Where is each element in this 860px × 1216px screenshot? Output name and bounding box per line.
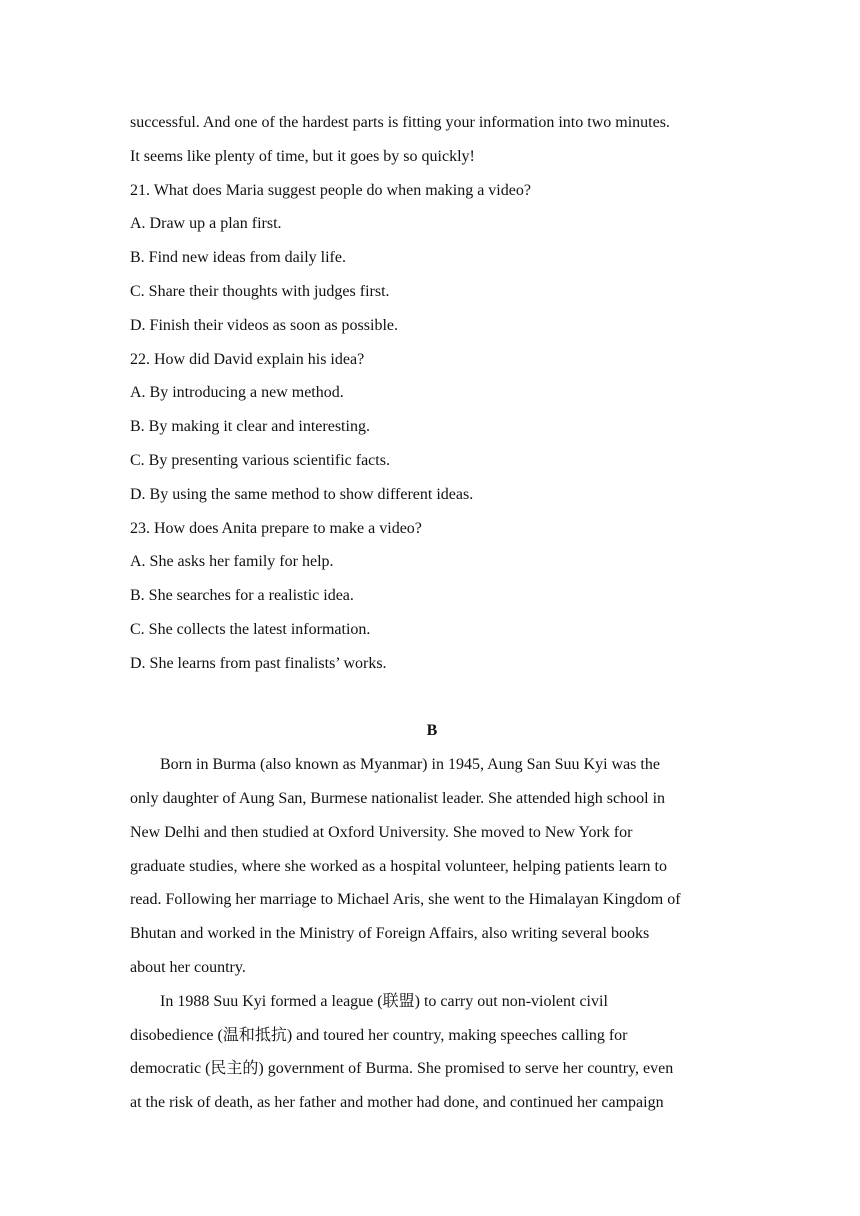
paragraph-line: In 1988 Suu Kyi formed a league (联盟) to carry out non-violent civil	[160, 992, 608, 1010]
answer-option-a: A. Draw up a plan first.	[130, 215, 282, 233]
answer-option-a: A. By introducing a new method.	[130, 384, 344, 402]
question-stem: 22. How did David explain his idea?	[130, 350, 365, 368]
question-23	[130, 512, 734, 681]
paragraph-line: graduate studies, where she worked as a hospital volunteer, helping patients learn to	[130, 857, 667, 875]
paragraph-line: democratic (民主的) government of Burma. She promised to serve her country, even	[130, 1060, 674, 1078]
answer-option-c: C. By presenting various scientific facts.	[130, 451, 390, 469]
answer-option-b: B. She searches for a realistic idea.	[130, 587, 354, 605]
paragraph-line: It seems like plenty of time, but it goes by so quickly!	[130, 147, 475, 165]
answer-option-d: D. By using the same method to show different ideas.	[130, 485, 474, 503]
answer-option-d: D. She learns from past finalists’ works.	[130, 654, 387, 672]
passage-a-ending	[130, 106, 734, 174]
section-heading: B	[426, 722, 438, 740]
document-page	[130, 106, 734, 1120]
section-spacer	[130, 681, 734, 715]
question-21	[130, 174, 734, 343]
question-stem: 21. What does Maria suggest people do when making a video?	[130, 181, 531, 199]
question-stem: 23. How does Anita prepare to make a video?	[130, 519, 422, 537]
paragraph-line: only daughter of Aung San, Burmese nationalist leader. She attended high school in	[130, 789, 666, 807]
paragraph-line: Born in Burma (also known as Myanmar) in 1945, Aung San Suu Kyi was the	[160, 756, 660, 774]
answer-option-a: A. She asks her family for help.	[130, 553, 334, 571]
paragraph-line: read. Following her marriage to Michael Aris, she went to the Himalayan Kingdom of	[130, 891, 681, 909]
paragraph-line: successful. And one of the hardest parts is fitting your information into two minutes.	[130, 114, 670, 131]
paragraph-line: disobedience (温和抵抗) and toured her country, making speeches calling for	[130, 1026, 628, 1044]
answer-option-d: D. Finish their videos as soon as possible.	[130, 316, 398, 334]
paragraph-line: at the risk of death, as her father and mother had done, and continued her campaign	[130, 1094, 664, 1112]
question-22	[130, 343, 734, 512]
passage-b-paragraph-1	[130, 748, 734, 985]
answer-option-b: B. By making it clear and interesting.	[130, 418, 370, 436]
paragraph-line: New Delhi and then studied at Oxford University. She moved to New York for	[130, 823, 633, 841]
answer-option-c: C. She collects the latest information.	[130, 620, 371, 638]
answer-option-b: B. Find new ideas from daily life.	[130, 249, 346, 267]
answer-option-c: C. Share their thoughts with judges first.	[130, 282, 390, 300]
passage-b-paragraph-2	[130, 985, 734, 1120]
paragraph-line: about her country.	[130, 958, 246, 976]
paragraph-line: Bhutan and worked in the Ministry of Foreign Affairs, also writing several books	[130, 925, 650, 943]
